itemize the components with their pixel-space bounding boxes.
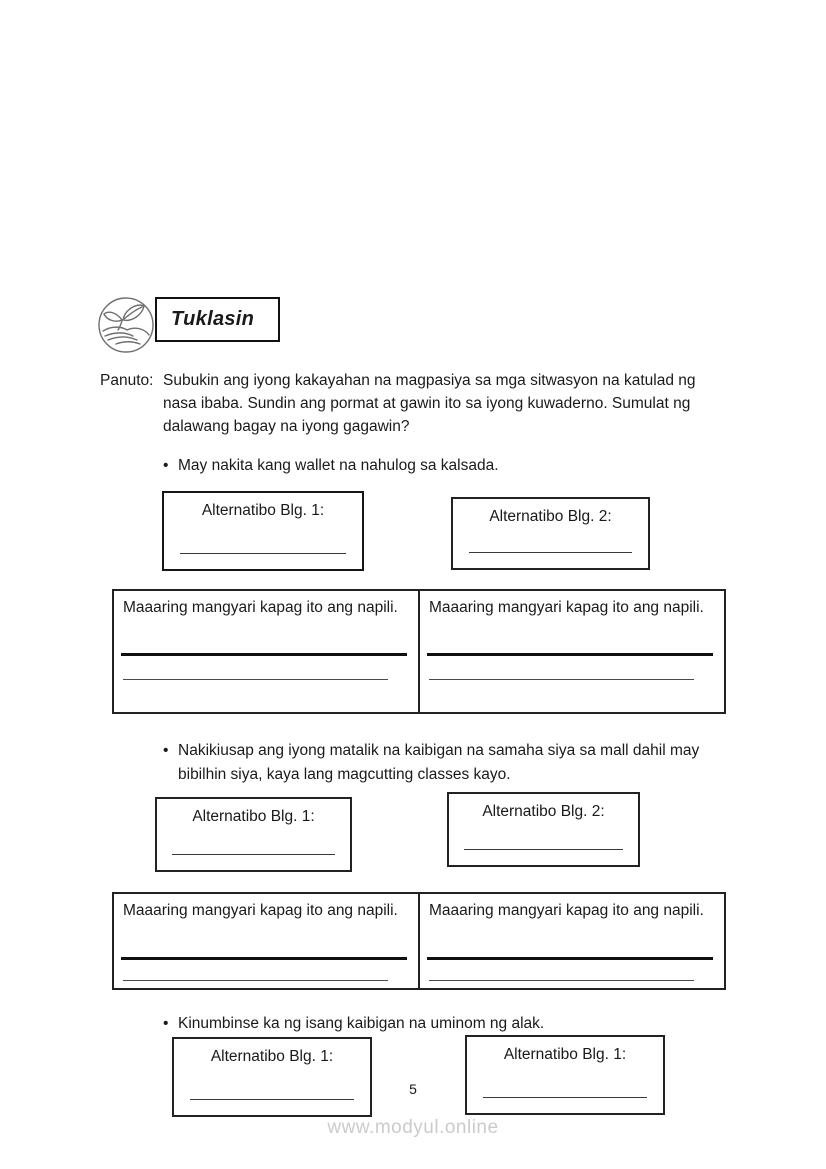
- outcome-text: Maaaring mangyari kapag ito ang napili.: [429, 599, 704, 616]
- scenario-3-bullet: [163, 1012, 763, 1036]
- scenario-2-outcome-table: [112, 892, 726, 990]
- alternative-label: Alternatibo Blg. 1:: [192, 808, 315, 825]
- outcome-cell-left: [114, 894, 418, 988]
- blank-line: [464, 849, 623, 850]
- hand-holding-leaf-icon: [96, 296, 156, 354]
- blank-line: [429, 980, 694, 981]
- outcome-text: Maaaring mangyari kapag ito ang napili.: [123, 902, 398, 919]
- blank-line: [190, 1099, 355, 1100]
- bullet-icon: •: [163, 457, 169, 474]
- alternative-label: Alternatibo Blg. 1:: [201, 502, 325, 519]
- scenario-1-alternative-2-box: [451, 497, 650, 570]
- section-title-box: [155, 297, 280, 342]
- alternative-label: Alternatibo Blg. 2:: [482, 803, 605, 820]
- outcome-text: Maaaring mangyari kapag ito ang napili.: [429, 902, 704, 919]
- scenario-2-bullet: [163, 739, 743, 787]
- outcome-cell-right: [418, 894, 724, 988]
- blank-line: [429, 679, 694, 680]
- instructions: [100, 369, 732, 438]
- blank-line: [427, 653, 713, 656]
- outcome-cell-right: [418, 591, 724, 712]
- outcome-cell-left: [114, 591, 418, 712]
- blank-line: [123, 980, 388, 981]
- scenario-1-alternative-1-box: [162, 491, 364, 571]
- alternative-label: Alternatibo Blg. 1:: [503, 1046, 627, 1063]
- outcome-text: Maaaring mangyari kapag ito ang napili.: [123, 599, 398, 616]
- blank-line: [123, 679, 388, 680]
- scenario-2-text: Nakikiusap ang iyong matalik na kaibigan na samaha siya sa mall dahil may bibilhin siya, kaya lang magcutting classes kayo.: [178, 742, 700, 783]
- scenario-2-alternative-2-box: [447, 792, 640, 867]
- scenario-3-text: Kinumbinse ka ng isang kaibigan na uminom ng alak.: [178, 1015, 545, 1032]
- scenario-1-bullet: [163, 454, 763, 478]
- instructions-text: Subukin ang iyong kakayahan na magpasiya sa mga sitwasyon na katulad ng nasa ibaba. Sundin ang pormat at gawin ito sa iyong kuwaderno. Sumulat ng dalawang bagay na iyong gagawin?: [163, 372, 696, 435]
- bullet-icon: •: [163, 1015, 169, 1032]
- bullet-icon: •: [163, 742, 169, 759]
- scenario-3-alternative-2-box: [465, 1035, 665, 1115]
- blank-line: [172, 854, 334, 855]
- blank-line: [483, 1097, 648, 1098]
- instructions-label: Panuto:: [100, 372, 154, 389]
- page-number: 5: [409, 1081, 417, 1097]
- scenario-1-text: May nakita kang wallet na nahulog sa kalsada.: [178, 457, 499, 474]
- scenario-3-alternative-1-box: [172, 1037, 372, 1117]
- blank-line: [469, 552, 633, 553]
- blank-line: [121, 653, 407, 656]
- alternative-label: Alternatibo Blg. 1:: [210, 1048, 334, 1065]
- scenario-1-outcome-table: [112, 589, 726, 714]
- alternative-label: Alternatibo Blg. 2:: [489, 508, 612, 525]
- section-title: Tuklasin: [171, 308, 255, 330]
- scenario-2-alternative-1-box: [155, 797, 352, 872]
- blank-line: [427, 957, 713, 960]
- blank-line: [121, 957, 407, 960]
- watermark: www.modyul.online: [327, 1117, 499, 1138]
- blank-line: [180, 553, 346, 554]
